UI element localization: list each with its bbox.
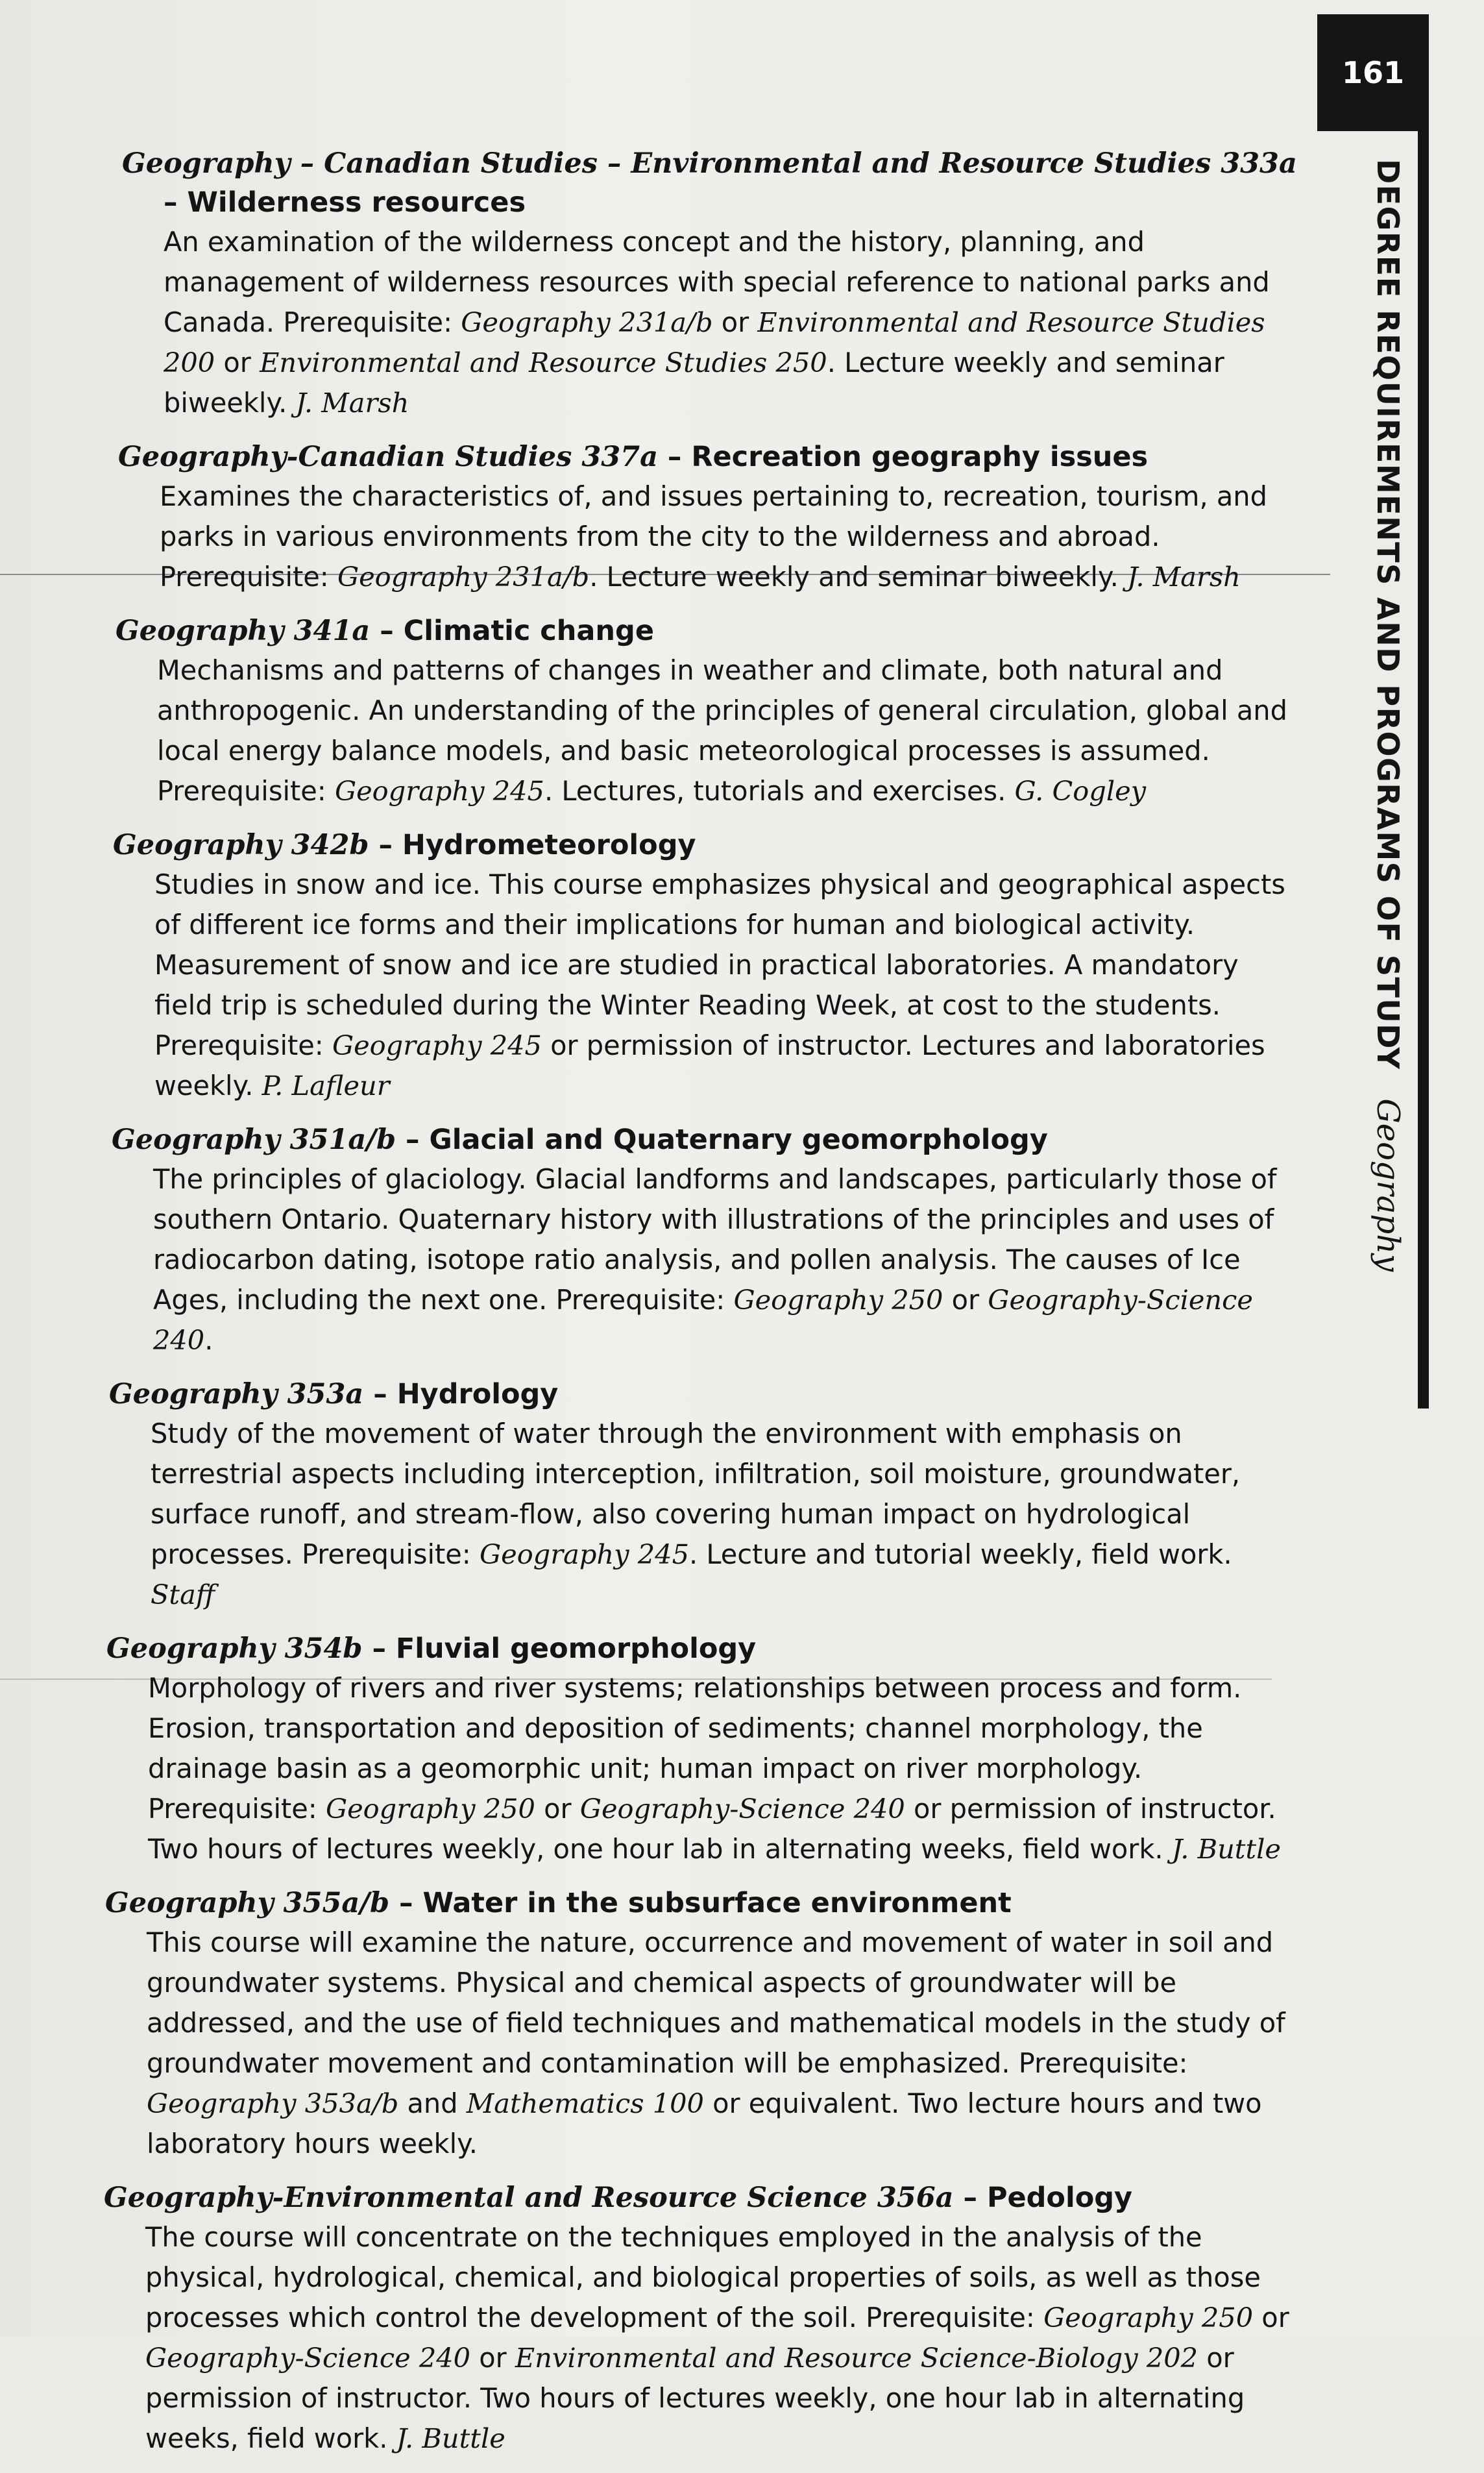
subsection-title: Geography [1370,1098,1406,1272]
course-entry [122,144,1298,423]
course-instructor: J. Buttle [1171,1833,1281,1865]
course-description: Morphology of rivers and river systems; relationships between process and form. Erosion, transportation and deposition of sediments; channel morphology, the drainage basin as a geomorphic unit; human impact on river morphology. Prerequisite: Geography 250 or Geography-Science 240 or permission of instructor. Two hours of lectures weekly, one hour lab in alternating weeks, field work. J. Buttle [148,1672,1281,1865]
course-code: Geography-Environmental and Resource Science 356a [104,2182,954,2214]
course-title [105,1884,1298,1923]
course-name: – Fluvial geomorphology [362,1632,757,1665]
course-entry [106,1629,1298,1869]
course-title [116,611,1298,650]
course-description: Examines the characteristics of, and issues pertaining to, recreation, tourism, and parks in various environments from the city to the wilderness and abroad. Prerequisite: Geography 231a/b. Lecture weekly and seminar biweekly. J. Marsh [160,480,1267,593]
course-entry [116,611,1298,811]
course-description: Mechanisms and patterns of changes in weather and climate, both natural and anthropogenic. An understanding of the principles of general circulation, global and local energy balance models, and basic meteorological processes is assumed. Prerequisite: Geography 245. Lectures, tutorials and exercises. G. Cogley [157,654,1287,807]
course-code: Geography 341a [116,615,371,647]
course-description: The principles of glaciology. Glacial landforms and landscapes, particularly those of southern Ontario. Quaternary history with illustrations of the principles and uses of radiocarbon dating, isotope ratio analysis, and pollen analysis. The causes of Ice Ages, including the next one. Prerequisite: Geography 250 or Geography-Science 240. [153,1163,1277,1356]
course-instructor: J. Marsh [295,387,409,419]
course-instructor: G. Cogley [1014,775,1147,807]
course-name: – Hydrometeorology [369,829,696,861]
course-instructor: J. Marsh [1126,561,1241,593]
course-code: Geography 351a/b [112,1124,396,1156]
course-title [118,437,1298,476]
course-code: Geography 342b [113,829,369,861]
section-title: DEGREE REQUIREMENTS AND PROGRAMS OF STUDY [1370,159,1405,1070]
course-title [104,2178,1298,2217]
course-name: – Climatic change [370,615,654,647]
side-tab [1327,159,1411,1327]
page-number: 161 [1317,14,1429,131]
course-description: An examination of the wilderness concept and the history, planning, and management of wilderness resources with special reference to national parks and Canada. Prerequisite: Geography 231a/b or Environmental and Resource Studies 200 or Environmental and Resource Studies 250. Lecture weekly and seminar biweekly. J. Marsh [164,226,1270,419]
course-description: Study of the movement of water through the environment with emphasis on terrestrial aspects including interception, infiltration, soil moisture, groundwater, surface runoff, and stream-flow, also covering human impact on hydrological processes. Prerequisite: Geography 245. Lecture and tutorial weekly, field work. Staff [151,1418,1241,1610]
course-title [109,1375,1298,1414]
course-code: Geography 355a/b [105,1887,390,1919]
course-code: Geography – Canadian Studies – Environmental and Resource Studies 333a [122,147,1297,180]
course-entry [113,826,1298,1106]
course-entry [112,1120,1298,1360]
course-entry [105,1884,1298,2164]
course-code: Geography-Canadian Studies 337a [118,441,658,473]
course-instructor: P. Lafleur [262,1070,390,1101]
course-description: Studies in snow and ice. This course emphasizes physical and geographical aspects of different ice forms and their implications for human and biological activity. Measurement of snow and ice are studied in practical laboratories. A mandatory field trip is scheduled during the Winter Reading Week, at cost to the students. Prerequisite: Geography 245 or permission of instructor. Lectures and laboratories weekly. P. Lafleur [154,868,1285,1101]
course-title [122,144,1298,222]
course-list [104,144,1298,2473]
side-tab-bar [1418,130,1429,1409]
course-instructor: J. Buttle [396,2422,505,2454]
course-name: – Water in the subsurface environment [389,1887,1012,1919]
course-title [106,1629,1298,1668]
course-name: – Recreation geography issues [657,441,1149,473]
course-entry [109,1375,1298,1615]
course-description: This course will examine the nature, occurrence and movement of water in soil and groundwater systems. Physical and chemical aspects of groundwater will be addressed, and the use of field techniques and mathematical models in the study of groundwater movement and contamination will be emphasized. Prerequisite: Geography 353a/b and Mathematics 100 or equivalent. Two lecture hours and two laboratory hours weekly. [147,1926,1285,2159]
course-name: – Pedology [953,2182,1133,2214]
course-title [112,1120,1298,1159]
course-code: Geography 354b [106,1632,363,1665]
course-code: Geography 353a [109,1378,364,1410]
course-name: – Hydrology [363,1378,559,1410]
course-title [113,826,1298,865]
course-entry [118,437,1298,597]
course-entry [104,2178,1298,2459]
course-name: – Wilderness resources [164,186,526,219]
course-description: The course will concentrate on the techniques employed in the analysis of the physical, hydrological, chemical, and biological properties of soils, as well as those processes which control the development of the soil. Prerequisite: Geography 250 or Geography-Science 240 or Environmental and Resource Science-Biology 202 or permission of instructor. Two hours of lectures weekly, one hour lab in alternating weeks, field work. J. Buttle [145,2221,1289,2454]
course-instructor: Staff [151,1579,215,1610]
course-name: – Glacial and Quaternary geomorphology [396,1124,1048,1156]
